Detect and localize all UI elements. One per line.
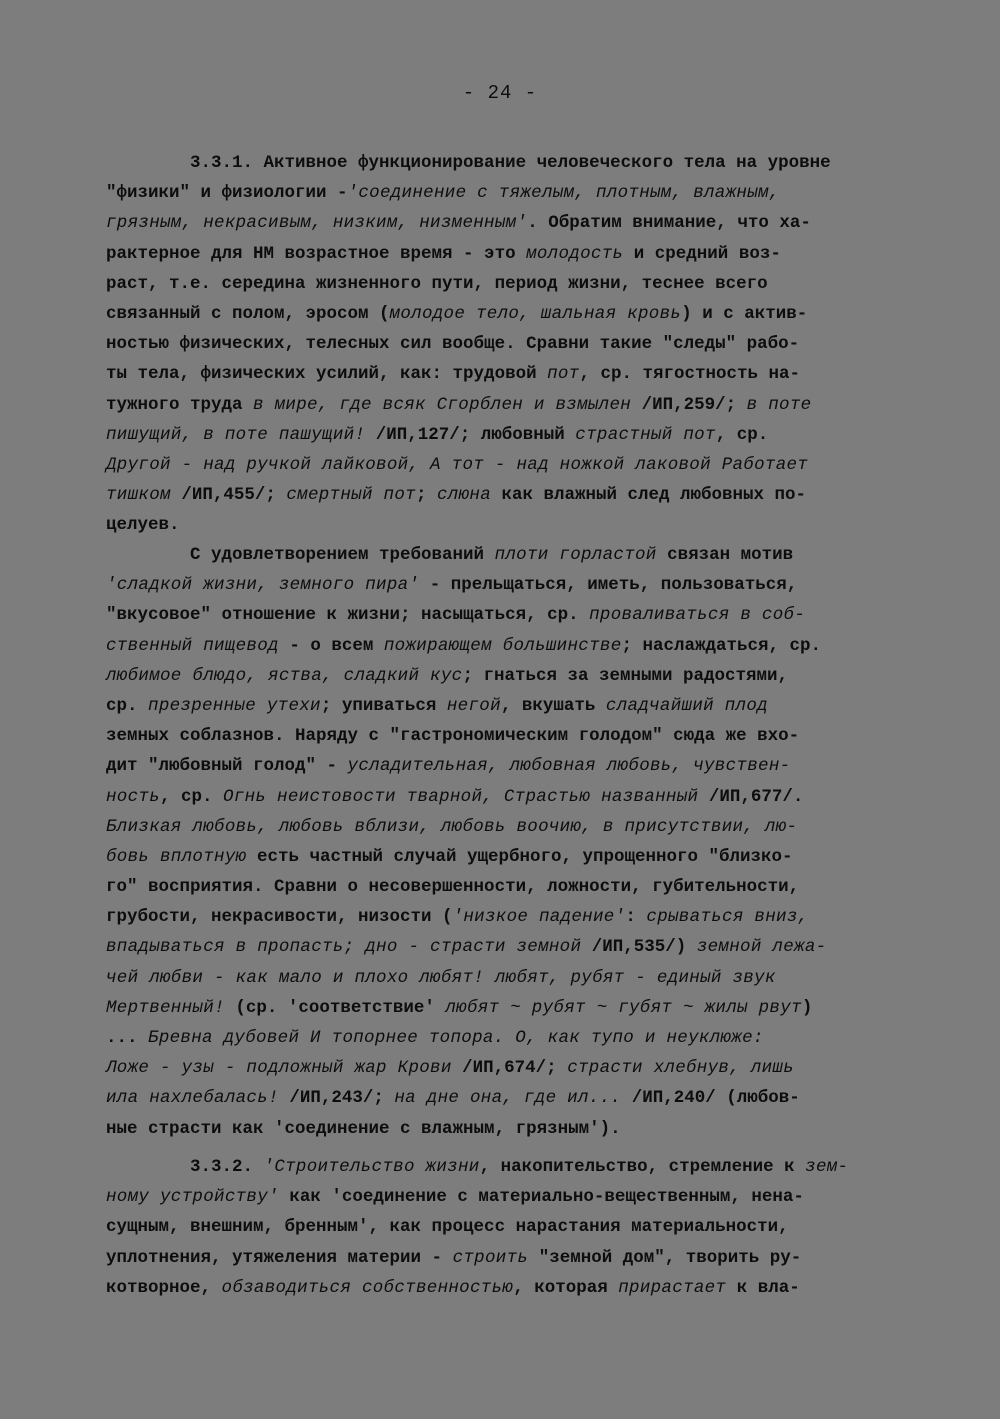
text-span: ты тела, физических усилий, как: трудовой: [106, 364, 548, 385]
italic-span: страстный пот: [575, 424, 716, 445]
italic-span: бовь вплотную: [106, 846, 247, 867]
text-span: , накопительство, стремление к: [479, 1157, 806, 1177]
text-line: [106, 691, 916, 721]
text-line: [106, 329, 916, 359]
italic-span: срываться вниз,: [646, 907, 809, 928]
text-span: целуев.: [106, 515, 180, 536]
text-span: 3.3.2.: [106, 1157, 264, 1177]
text-line: [106, 299, 916, 329]
text-line: [106, 359, 916, 389]
text-span: /ИП,259/;: [631, 394, 747, 415]
text-span: /ИП,240/ (любов-: [621, 1088, 800, 1109]
text-span: го" восприятия. Сравни о несовершенности, ложности, губительности,: [106, 877, 800, 898]
text-line: [106, 782, 916, 812]
text-line: [106, 1023, 916, 1053]
italic-span: презренные утехи: [148, 695, 321, 716]
italic-span: молодое тело, шальная кровь: [389, 303, 682, 324]
text-span: /ИП,677/.: [698, 786, 804, 807]
text-span: есть частный случай ущербного, упрощенного "близко-: [246, 846, 793, 867]
text-span: , ср.: [160, 786, 224, 807]
text-line: [106, 1212, 916, 1242]
italic-span: тишком: [106, 485, 171, 506]
text-span: 3.3.1. Активное функционирование человеческого тела на уровне: [106, 153, 831, 173]
text-span: /ИП,455/;: [170, 485, 287, 506]
text-span: ) и с актив-: [681, 303, 808, 324]
italic-span: Огнь неистовости тварной, Страстью названный: [223, 786, 699, 807]
text-line: [106, 600, 916, 630]
text-span: /ИП,535/): [581, 937, 697, 958]
page-number: - 24 -: [462, 82, 538, 104]
text-span: раст, т.е. середина жизненного пути, период жизни, теснее всего: [106, 273, 768, 294]
text-line: [106, 450, 916, 480]
paragraph-sweet-life: [106, 540, 916, 1144]
italic-span: любимое блюдо, яства, сладкий кус: [106, 665, 463, 686]
text-span: ;: [415, 485, 437, 506]
text-span: земных соблазнов. Наряду с "гастрономическим голодом" сюда же вхо-: [106, 726, 800, 747]
text-span: и средний воз-: [623, 243, 781, 264]
text-span: /ИП,674/;: [451, 1058, 568, 1079]
text-line: [106, 390, 916, 420]
italic-span: молодость: [526, 243, 624, 264]
italic-span: строить: [452, 1247, 529, 1268]
italic-span: впадываться в пропасть; дно - страсти земной: [106, 937, 582, 958]
text-line: [106, 1053, 916, 1083]
text-span: ные страсти как 'соединение с влажным, грязным').: [106, 1118, 621, 1139]
paragraph-3-3-1: [106, 148, 916, 540]
text-line: [106, 1273, 916, 1303]
text-span: . Обратим внимание, что ха-: [527, 213, 811, 234]
text-span: "вкусовое" отношение к жизни; насыщаться, ср.: [106, 605, 590, 626]
italic-span: 'сладкой жизни, земного пира': [106, 575, 420, 596]
text-span: :: [625, 907, 647, 928]
italic-span: пожирающем большинстве: [383, 635, 622, 656]
text-span: /ИП,243/;: [278, 1088, 395, 1109]
text-line: [106, 239, 916, 269]
italic-span: зем-: [805, 1157, 849, 1177]
paragraph-3-3-2: [106, 1152, 916, 1303]
text-line: [106, 842, 916, 872]
text-span: сущным, внешним, бренным', как процесс нарастания материальности,: [106, 1217, 789, 1238]
text-line: [106, 420, 916, 450]
text-span: , ср.: [715, 424, 769, 445]
text-span: ; упиваться: [320, 695, 447, 716]
italic-span: Ложе - узы - подложный жар Крови: [106, 1058, 452, 1079]
italic-span: страсти хлебнув, лишь: [567, 1058, 795, 1079]
text-line: [106, 963, 916, 993]
italic-span: чей любви - как мало и плохо любят! любят, рубят - единый звук: [106, 967, 776, 988]
text-line: [106, 208, 916, 238]
italic-span: ственный пищевод: [106, 635, 279, 656]
italic-span: в поте: [746, 394, 812, 415]
text-span: , вкушать: [500, 695, 606, 716]
text-span: "физики" и физиологии -: [106, 183, 348, 204]
italic-span: Другой - над ручкой лайковой, А тот - над ножкой лаковой Работает: [106, 454, 809, 475]
text-span: (ср. 'соответствие': [224, 997, 446, 1018]
text-line: [106, 540, 916, 570]
italic-span: смертный пот: [286, 485, 416, 506]
italic-span: пишущий, в поте пашущий!: [106, 424, 366, 445]
italic-span: в мире, где всяк Сгорблен и взмылен: [253, 394, 632, 415]
text-line: [106, 902, 916, 932]
italic-span: 'соединение с тяжелым, плотным, влажным,: [347, 183, 780, 204]
text-span: котворное,: [106, 1277, 222, 1298]
italic-span: негой: [446, 695, 501, 716]
italic-span: усладительная, любовная любовь, чувствен-: [347, 756, 791, 777]
italic-span: проваливаться в соб-: [589, 605, 806, 626]
text-span: - о всем: [278, 635, 384, 656]
text-span: ностью физических, телесных сил вообще. Сравни такие "следы" рабо-: [106, 334, 800, 355]
text-span: ср.: [106, 695, 149, 716]
italic-span: на дне она, где ил...: [394, 1088, 622, 1109]
italic-span: 'Строительство жизни: [263, 1157, 480, 1177]
text-span: ; гнаться за земными радостями,: [462, 665, 789, 686]
text-line: [106, 178, 916, 208]
text-line: [106, 1182, 916, 1212]
text-line: [106, 1114, 916, 1144]
text-span: , которая: [513, 1277, 619, 1298]
text-span: С удовлетворением требований: [106, 545, 495, 565]
italic-span: 'низкое падение': [452, 907, 626, 928]
text-line: [106, 269, 916, 299]
italic-span: ному устройству': [106, 1187, 279, 1208]
italic-span: сладчайший плод: [605, 695, 768, 716]
text-span: дит "любовный голод" -: [106, 756, 348, 777]
italic-span: любят ~ рубят ~ губят ~ жилы рвут: [445, 997, 802, 1018]
text-span: ...: [106, 1028, 149, 1048]
text-line: [106, 751, 916, 781]
text-line: [106, 661, 916, 691]
italic-span: Бревна дубовей И топорнее топора. О, как тупо и неуклюже:: [148, 1028, 764, 1048]
italic-span: грязным, некрасивым, низким, низменным': [106, 213, 528, 234]
text-span: тужного труда: [106, 394, 254, 415]
text-span: к вла-: [726, 1277, 800, 1298]
text-line: [106, 872, 916, 902]
italic-span: плоти горластой: [494, 545, 657, 565]
italic-span: ность: [106, 786, 161, 807]
text-span: уплотнения, утяжеления материи -: [106, 1247, 453, 1268]
italic-span: Мертвенный!: [106, 997, 225, 1018]
text-span: - прельщаться, иметь, пользоваться,: [419, 575, 798, 596]
text-line: [106, 570, 916, 600]
text-span: как влажный след любовных по-: [491, 485, 807, 506]
text-line: [106, 480, 916, 510]
italic-span: прирастает: [618, 1277, 727, 1298]
text-span: рактерное для НМ возрастное время - это: [106, 243, 527, 264]
text-span: грубости, некрасивости, низости (: [106, 907, 453, 928]
text-line: [106, 721, 916, 751]
text-span: как 'соединение с материально-вещественным, нена-: [278, 1187, 804, 1208]
text-span: , ср. тягостность на-: [579, 364, 801, 385]
text-line: [106, 1152, 916, 1182]
text-span: ; наслаждаться, ср.: [621, 635, 822, 656]
italic-span: пот: [547, 364, 580, 385]
text-span: "земной дом", творить ру-: [528, 1247, 802, 1268]
italic-span: Близкая любовь, любовь вблизи, любовь воочию, в присутствии, лю-: [106, 816, 798, 837]
text-span: /ИП,127/; любовный: [365, 424, 576, 445]
italic-span: слюна: [436, 485, 491, 506]
text-span: связанный с полом, эросом (: [106, 303, 390, 324]
text-line: [106, 631, 916, 661]
text-span: ): [801, 997, 813, 1018]
text-line: [106, 1243, 916, 1273]
text-line: [106, 510, 916, 540]
text-line: [106, 1083, 916, 1113]
text-line: [106, 148, 916, 178]
text-line: [106, 812, 916, 842]
italic-span: обзаводиться собственностью: [221, 1277, 514, 1298]
italic-span: земной лежа-: [696, 937, 827, 958]
text-line: [106, 932, 916, 962]
italic-span: ила нахлебалась!: [106, 1088, 279, 1109]
text-line: [106, 993, 916, 1023]
text-span: связан мотив: [656, 545, 794, 565]
